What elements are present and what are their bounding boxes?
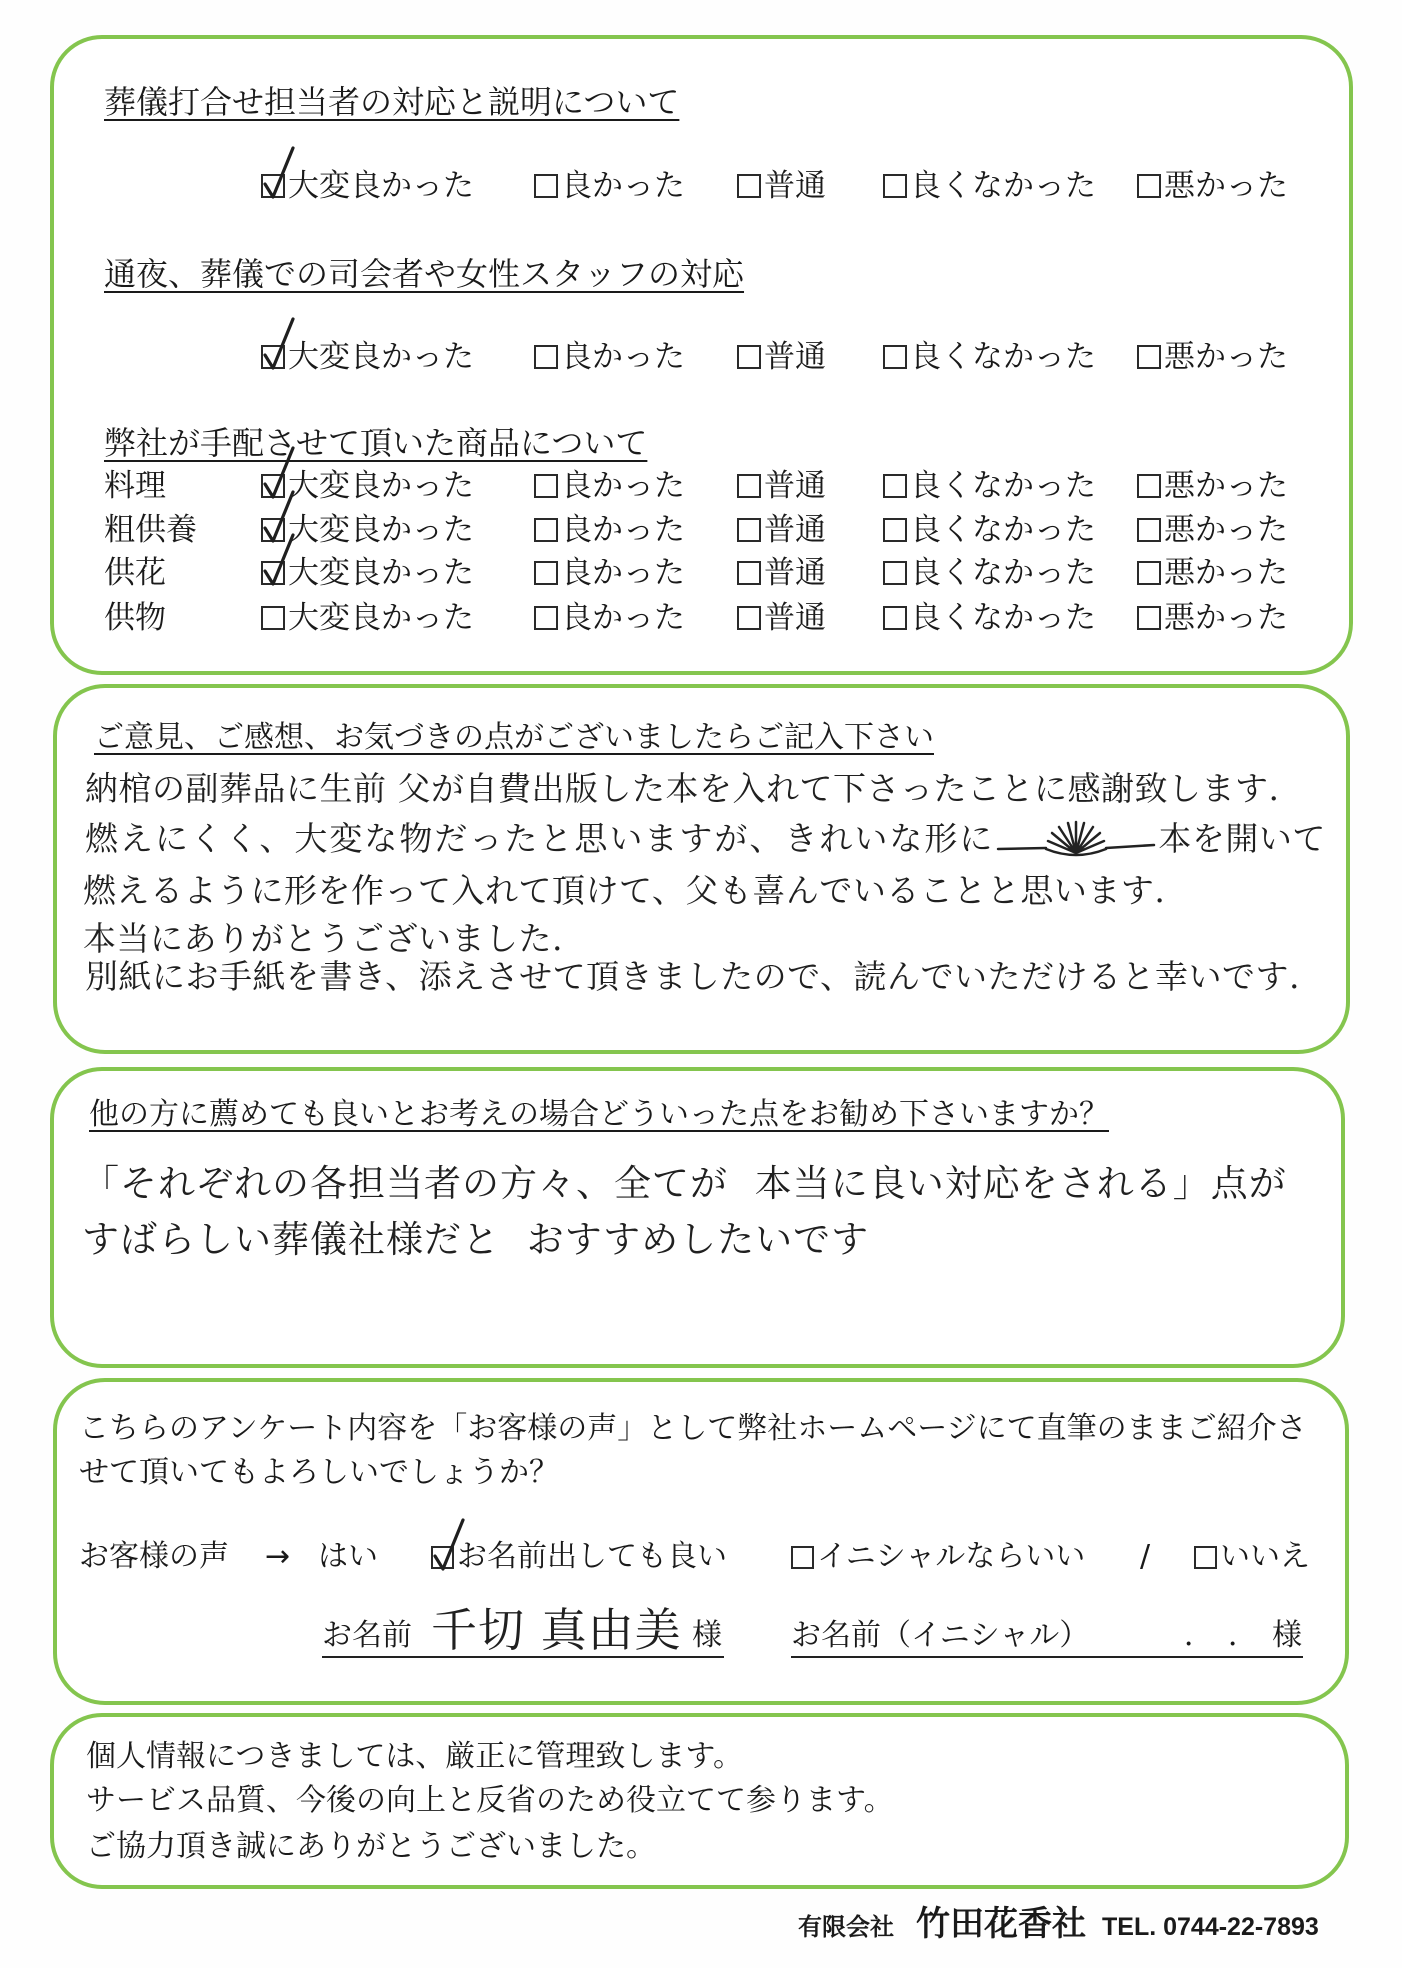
checkbox-icon[interactable] <box>883 606 907 630</box>
checkbox-icon[interactable] <box>1194 1546 1217 1569</box>
option-label: 普通 <box>764 468 826 504</box>
checkbox-icon[interactable] <box>534 561 558 585</box>
option-not-good[interactable] <box>883 554 1096 592</box>
option-not-good[interactable] <box>883 599 1096 637</box>
option-label: 良かった <box>561 600 685 636</box>
voice-label: お客様の声 <box>79 1539 229 1574</box>
option-no[interactable] <box>1194 1539 1310 1575</box>
comments-title: ご意見、ご感想、お気づきの点がございましたらご記入下さい <box>94 720 934 755</box>
privacy-line-2: サービス品質、今後の向上と反省のため役立てて参ります。 <box>86 1783 894 1818</box>
checkbox-icon[interactable] <box>737 174 761 198</box>
checkbox-icon[interactable] <box>534 474 558 498</box>
option-label: 良くなかった <box>910 555 1096 591</box>
option-name-ok[interactable] <box>431 1539 727 1575</box>
comment-line-4: 本当にありがとうございました. <box>83 919 563 958</box>
comment-line-2-end: 本を開いて <box>1158 819 1326 858</box>
comment-line-5: 別紙にお手紙を書き、添えさせて頂きましたので、読んでいただけると幸いです. <box>85 957 1301 996</box>
option-bad[interactable] <box>1137 167 1288 205</box>
question-products-title: 弊社が手配させて頂いた商品について <box>104 424 648 462</box>
checkmark-stroke <box>435 1520 463 1569</box>
rating-row-cuisine <box>54 467 1349 505</box>
option-good[interactable] <box>534 511 685 549</box>
checkbox-icon[interactable] <box>737 606 761 630</box>
option-good[interactable] <box>534 167 685 205</box>
initials-field-label: お名前（イニシャル） <box>791 1618 1090 1653</box>
comment-line-3: 燃えるように形を作って入れて頂けて、父も喜んでいることと思います. <box>83 871 1166 910</box>
question-ceremony-staff-title: 通夜、葬儀での司会者や女性スタッフの対応 <box>104 255 745 293</box>
option-very-good[interactable] <box>261 167 474 205</box>
checkbox-icon[interactable] <box>1137 561 1161 585</box>
checkbox-icon[interactable] <box>534 606 558 630</box>
option-label: 良かった <box>561 555 685 591</box>
checkmark-stroke <box>265 148 293 197</box>
option-average[interactable] <box>737 338 826 376</box>
option-label: 普通 <box>764 512 826 548</box>
checkbox-icon[interactable] <box>883 174 907 198</box>
option-very-good[interactable] <box>261 554 474 592</box>
checked-checkbox-icon[interactable] <box>261 561 285 585</box>
name-field-honorific: 様 <box>692 1618 722 1653</box>
voice-answer-row <box>57 1539 1345 1575</box>
checkbox-icon[interactable] <box>261 606 285 630</box>
option-average[interactable] <box>737 511 826 549</box>
option-label: イニシャルならいい <box>817 1539 1086 1574</box>
option-very-good[interactable] <box>261 338 474 376</box>
checkbox-icon[interactable] <box>883 561 907 585</box>
question-staff-title: 葬儀打合せ担当者の対応と説明について <box>104 83 680 121</box>
checkbox-icon[interactable] <box>883 518 907 542</box>
checkbox-icon[interactable] <box>1137 518 1161 542</box>
name-field-value: 千切 真由美 <box>431 1603 682 1657</box>
option-label: 悪かった <box>1164 339 1288 375</box>
option-bad[interactable] <box>1137 554 1288 592</box>
option-average[interactable] <box>737 167 826 205</box>
checkbox-icon[interactable] <box>791 1546 814 1569</box>
option-label: 良くなかった <box>910 468 1096 504</box>
option-label: 良くなかった <box>910 168 1096 204</box>
option-label: 良くなかった <box>910 339 1096 375</box>
option-label: いいえ <box>1220 1539 1310 1574</box>
checkbox-icon[interactable] <box>737 561 761 585</box>
option-label: 大変良かった <box>288 168 474 204</box>
option-very-good[interactable] <box>261 599 474 637</box>
recommend-line-1: 「それぞれの各担当者の方々、全てが 本当に良い対応をされる」点が <box>82 1162 1287 1205</box>
option-label: 良かった <box>561 512 685 548</box>
item-label-flowers: 供花 <box>104 555 166 591</box>
recommend-line-2: すばらしい葬儀社様だと おすすめしたいです <box>82 1218 870 1261</box>
item-label-return-gift: 粗供養 <box>104 512 197 548</box>
initials-field-honorific: 様 <box>1272 1618 1302 1653</box>
checkbox-icon[interactable] <box>1137 474 1161 498</box>
rating-row-flowers <box>54 554 1349 592</box>
option-good[interactable] <box>534 554 685 592</box>
checkmark-icon <box>259 309 299 371</box>
privacy-section <box>50 1713 1349 1889</box>
open-book-fan-sketch <box>996 819 1156 863</box>
company-tel: TEL. 0744-22-7893 <box>1102 1913 1319 1941</box>
option-initials-ok[interactable] <box>791 1539 1085 1575</box>
checkbox-icon[interactable] <box>737 345 761 369</box>
comments-section <box>53 684 1350 1054</box>
voice-question-line-1: こちらのアンケート内容を「お客様の声」として弊社ホームページにて直筆のままご紹介さ <box>79 1411 1307 1446</box>
privacy-line-3: ご協力頂き誠にありがとうございました。 <box>86 1829 656 1864</box>
option-not-good[interactable] <box>883 511 1096 549</box>
option-label: 良くなかった <box>910 600 1096 636</box>
checkbox-icon[interactable] <box>883 474 907 498</box>
checkbox-icon[interactable] <box>1137 174 1161 198</box>
voice-yes-label: はい <box>318 1539 378 1574</box>
initials-dot-2: ． <box>1228 1618 1258 1653</box>
company-type: 有限会社 <box>798 1913 894 1941</box>
option-average[interactable] <box>737 599 826 637</box>
checkbox-icon[interactable] <box>1137 606 1161 630</box>
separator-slash: / <box>1140 1539 1151 1574</box>
privacy-line-1: 個人情報につきましては、厳正に管理致します。 <box>86 1739 743 1774</box>
option-good[interactable] <box>534 467 685 505</box>
option-bad[interactable] <box>1137 467 1288 505</box>
checkbox-icon[interactable] <box>737 474 761 498</box>
option-label: 大変良かった <box>288 555 474 591</box>
option-label: 悪かった <box>1164 468 1288 504</box>
option-not-good[interactable] <box>883 467 1096 505</box>
option-good[interactable] <box>534 599 685 637</box>
option-label: 悪かった <box>1164 555 1288 591</box>
option-average[interactable] <box>737 554 826 592</box>
checkmark-stroke <box>265 319 293 368</box>
comment-line-1: 納棺の副葬品に生前 父が自費出版した本を入れて下さったことに感謝致します. <box>85 769 1280 808</box>
option-label: 悪かった <box>1164 168 1288 204</box>
option-label: 悪かった <box>1164 600 1288 636</box>
option-label: 普通 <box>764 555 826 591</box>
recommend-title: 他の方に薦めても良いとお考えの場合どういった点をお勧め下さいますか？ <box>89 1097 1109 1132</box>
option-bad[interactable] <box>1137 511 1288 549</box>
rating-row-staff <box>54 167 1349 205</box>
name-field[interactable] <box>322 1603 724 1658</box>
initials-field[interactable] <box>791 1612 1303 1658</box>
option-label: 良かった <box>561 468 685 504</box>
checkbox-icon[interactable] <box>737 518 761 542</box>
option-label: 良かった <box>561 168 685 204</box>
checked-checkbox-icon[interactable] <box>431 1546 454 1569</box>
rating-section <box>50 35 1353 675</box>
option-label: 普通 <box>764 339 826 375</box>
company-name: 竹田花香社 <box>916 1904 1086 1944</box>
checked-checkbox-icon[interactable] <box>261 174 285 198</box>
option-label: 大変良かった <box>288 512 474 548</box>
recommend-section <box>50 1067 1345 1368</box>
rating-row-offerings <box>54 599 1349 637</box>
option-label: 大変良かった <box>288 339 474 375</box>
option-label: 悪かった <box>1164 512 1288 548</box>
option-bad[interactable] <box>1137 599 1288 637</box>
checkbox-icon[interactable] <box>883 345 907 369</box>
item-label-cuisine: 料理 <box>104 468 166 504</box>
comment-line-2 <box>85 819 1326 863</box>
option-label: お名前出しても良い <box>457 1539 727 1574</box>
option-label: 普通 <box>764 168 826 204</box>
checkbox-icon[interactable] <box>534 345 558 369</box>
voice-question-line-2: せて頂いてもよろしいでしょうか？ <box>79 1455 559 1490</box>
initials-dot-1: ． <box>1184 1618 1214 1653</box>
rating-row-return-gift <box>54 511 1349 549</box>
customer-voice-section <box>53 1378 1349 1705</box>
option-average[interactable] <box>737 467 826 505</box>
arrow-right-icon: → <box>265 1539 291 1574</box>
option-label: 普通 <box>764 600 826 636</box>
item-label-offerings: 供物 <box>104 600 166 636</box>
checkbox-icon[interactable] <box>534 174 558 198</box>
checkmark-stroke <box>265 535 293 584</box>
option-label: 大変良かった <box>288 600 474 636</box>
checkmark-icon <box>429 1510 469 1572</box>
rating-row-ceremony-staff <box>54 338 1349 376</box>
checked-checkbox-icon[interactable] <box>261 345 285 369</box>
option-label: 大変良かった <box>288 468 474 504</box>
option-not-good[interactable] <box>883 338 1096 376</box>
option-label: 良くなかった <box>910 512 1096 548</box>
checkmark-icon <box>259 138 299 200</box>
checkbox-icon[interactable] <box>1137 345 1161 369</box>
name-field-label: お名前 <box>322 1618 412 1653</box>
comment-line-2-start: 燃えにくく、大変な物だったと思いますが、きれいな形に <box>85 819 995 858</box>
company-footer <box>798 1896 1319 1945</box>
checkbox-icon[interactable] <box>534 518 558 542</box>
option-not-good[interactable] <box>883 167 1096 205</box>
checkmark-icon <box>259 525 299 587</box>
option-bad[interactable] <box>1137 338 1288 376</box>
option-good[interactable] <box>534 338 685 376</box>
option-label: 良かった <box>561 339 685 375</box>
